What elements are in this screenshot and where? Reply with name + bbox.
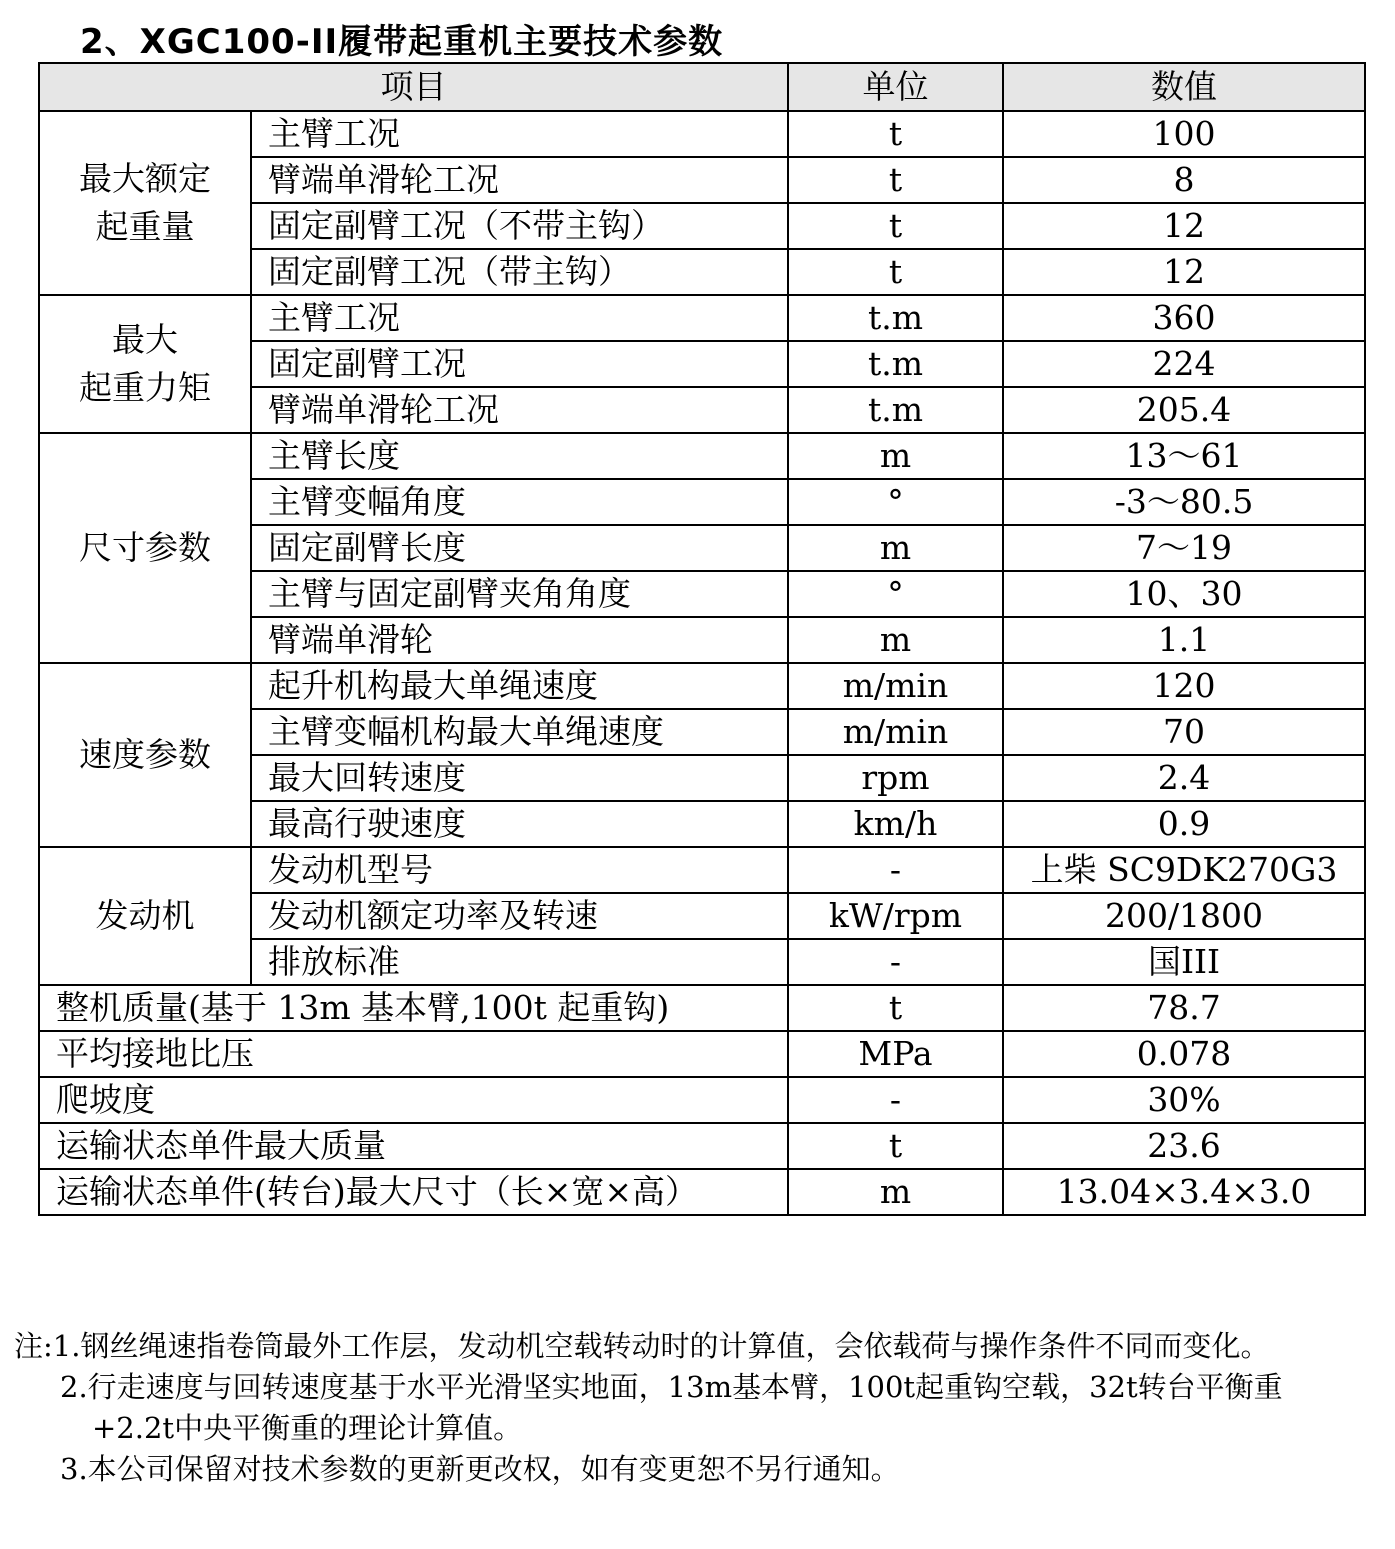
table-row <box>39 847 1365 893</box>
row-item: 主臂工况 <box>251 295 788 341</box>
row-unit: - <box>788 1077 1003 1123</box>
table-header-row <box>39 63 1365 111</box>
row-item: 固定副臂工况（带主钩） <box>251 249 788 295</box>
group-label-line: 最大 <box>112 320 178 359</box>
row-value: 10、30 <box>1003 571 1365 617</box>
row-value: 0.9 <box>1003 801 1365 847</box>
row-unit: - <box>788 939 1003 985</box>
row-item: 排放标准 <box>251 939 788 985</box>
row-unit: t.m <box>788 295 1003 341</box>
row-unit: kW/rpm <box>788 893 1003 939</box>
table-body <box>39 111 1365 1215</box>
row-unit: m/min <box>788 663 1003 709</box>
row-unit: t.m <box>788 341 1003 387</box>
notes <box>14 1326 1389 1490</box>
group-label <box>39 111 251 295</box>
row-item: 固定副臂工况 <box>251 341 788 387</box>
row-unit: ° <box>788 479 1003 525</box>
table-row <box>39 433 1365 479</box>
group-label <box>39 663 251 847</box>
group-label-line: 起重力矩 <box>79 368 211 407</box>
row-item: 平均接地比压 <box>39 1031 788 1077</box>
note-line-2: 2.行走速度与回转速度基于水平光滑坚实地面，13m基本臂，100t起重钩空载，32t转台平衡重 <box>60 1370 1283 1404</box>
row-item: 最大回转速度 <box>251 755 788 801</box>
row-unit: - <box>788 847 1003 893</box>
row-value: 205.4 <box>1003 387 1365 433</box>
row-item: 主臂长度 <box>251 433 788 479</box>
row-value: 200/1800 <box>1003 893 1365 939</box>
header-value: 数值 <box>1003 63 1365 111</box>
table-row <box>39 1077 1365 1123</box>
row-unit: t <box>788 249 1003 295</box>
row-item: 臂端单滑轮工况 <box>251 387 788 433</box>
group-label-line: 速度参数 <box>79 735 211 774</box>
row-item: 主臂变幅角度 <box>251 479 788 525</box>
row-item: 起升机构最大单绳速度 <box>251 663 788 709</box>
row-item: 臂端单滑轮 <box>251 617 788 663</box>
row-unit: m <box>788 617 1003 663</box>
row-item: 固定副臂长度 <box>251 525 788 571</box>
group-label-line: 最大额定 <box>79 159 211 198</box>
row-value: 0.078 <box>1003 1031 1365 1077</box>
row-item: 主臂变幅机构最大单绳速度 <box>251 709 788 755</box>
group-label <box>39 433 251 663</box>
group-label-line: 起重量 <box>95 207 195 246</box>
table-row <box>39 663 1365 709</box>
table-row <box>39 1123 1365 1169</box>
row-value: 360 <box>1003 295 1365 341</box>
row-value: 2.4 <box>1003 755 1365 801</box>
row-unit: t <box>788 111 1003 157</box>
row-value: 78.7 <box>1003 985 1365 1031</box>
row-unit: m/min <box>788 709 1003 755</box>
row-unit: m <box>788 433 1003 479</box>
row-item: 主臂与固定副臂夹角角度 <box>251 571 788 617</box>
row-item: 爬坡度 <box>39 1077 788 1123</box>
row-unit: t <box>788 1123 1003 1169</box>
row-value: 100 <box>1003 111 1365 157</box>
row-item: 臂端单滑轮工况 <box>251 157 788 203</box>
row-item: 整机质量(基于 13m 基本臂,100t 起重钩) <box>39 985 788 1031</box>
row-item: 固定副臂工况（不带主钩） <box>251 203 788 249</box>
table-row <box>39 1169 1365 1215</box>
page-title: 2、XGC100-II履带起重机主要技术参数 <box>80 22 724 62</box>
row-unit: t <box>788 985 1003 1031</box>
note-line-1: 注:1.钢丝绳速指卷筒最外工作层，发动机空载转动时的计算值，会依载荷与操作条件不同而变化。 <box>14 1329 1270 1363</box>
row-value: 70 <box>1003 709 1365 755</box>
table-row <box>39 985 1365 1031</box>
row-item: 发动机额定功率及转速 <box>251 893 788 939</box>
row-unit: ° <box>788 571 1003 617</box>
row-unit: m <box>788 1169 1003 1215</box>
row-value: 13.04×3.4×3.0 <box>1003 1169 1365 1215</box>
row-unit: rpm <box>788 755 1003 801</box>
row-value: 1.1 <box>1003 617 1365 663</box>
row-value: 7～19 <box>1003 525 1365 571</box>
row-value: -3～80.5 <box>1003 479 1365 525</box>
row-value: 8 <box>1003 157 1365 203</box>
table-row <box>39 295 1365 341</box>
row-value: 30% <box>1003 1077 1365 1123</box>
note-line-3: +2.2t中央平衡重的理论计算值。 <box>92 1411 523 1445</box>
table-row <box>39 1031 1365 1077</box>
row-item: 发动机型号 <box>251 847 788 893</box>
group-label <box>39 295 251 433</box>
row-value: 23.6 <box>1003 1123 1365 1169</box>
row-item: 主臂工况 <box>251 111 788 157</box>
row-value: 国III <box>1003 939 1365 985</box>
group-label <box>39 847 251 985</box>
spec-table <box>38 62 1366 1216</box>
row-unit: m <box>788 525 1003 571</box>
row-value: 上柴 SC9DK270G3 <box>1003 847 1365 893</box>
row-unit: t <box>788 203 1003 249</box>
row-value: 13～61 <box>1003 433 1365 479</box>
table-row <box>39 111 1365 157</box>
row-value: 224 <box>1003 341 1365 387</box>
row-value: 12 <box>1003 203 1365 249</box>
row-item: 最高行驶速度 <box>251 801 788 847</box>
header-unit: 单位 <box>788 63 1003 111</box>
row-item: 运输状态单件最大质量 <box>39 1123 788 1169</box>
header-item: 项目 <box>39 63 788 111</box>
row-unit: t.m <box>788 387 1003 433</box>
row-value: 12 <box>1003 249 1365 295</box>
row-unit: t <box>788 157 1003 203</box>
row-unit: km/h <box>788 801 1003 847</box>
row-value: 120 <box>1003 663 1365 709</box>
note-line-4: 3.本公司保留对技术参数的更新更改权，如有变更恕不另行通知。 <box>60 1452 900 1486</box>
group-label-line: 发动机 <box>95 896 195 935</box>
row-item: 运输状态单件(转台)最大尺寸（长×宽×高） <box>39 1169 788 1215</box>
group-label-line: 尺寸参数 <box>79 528 211 567</box>
row-unit: MPa <box>788 1031 1003 1077</box>
